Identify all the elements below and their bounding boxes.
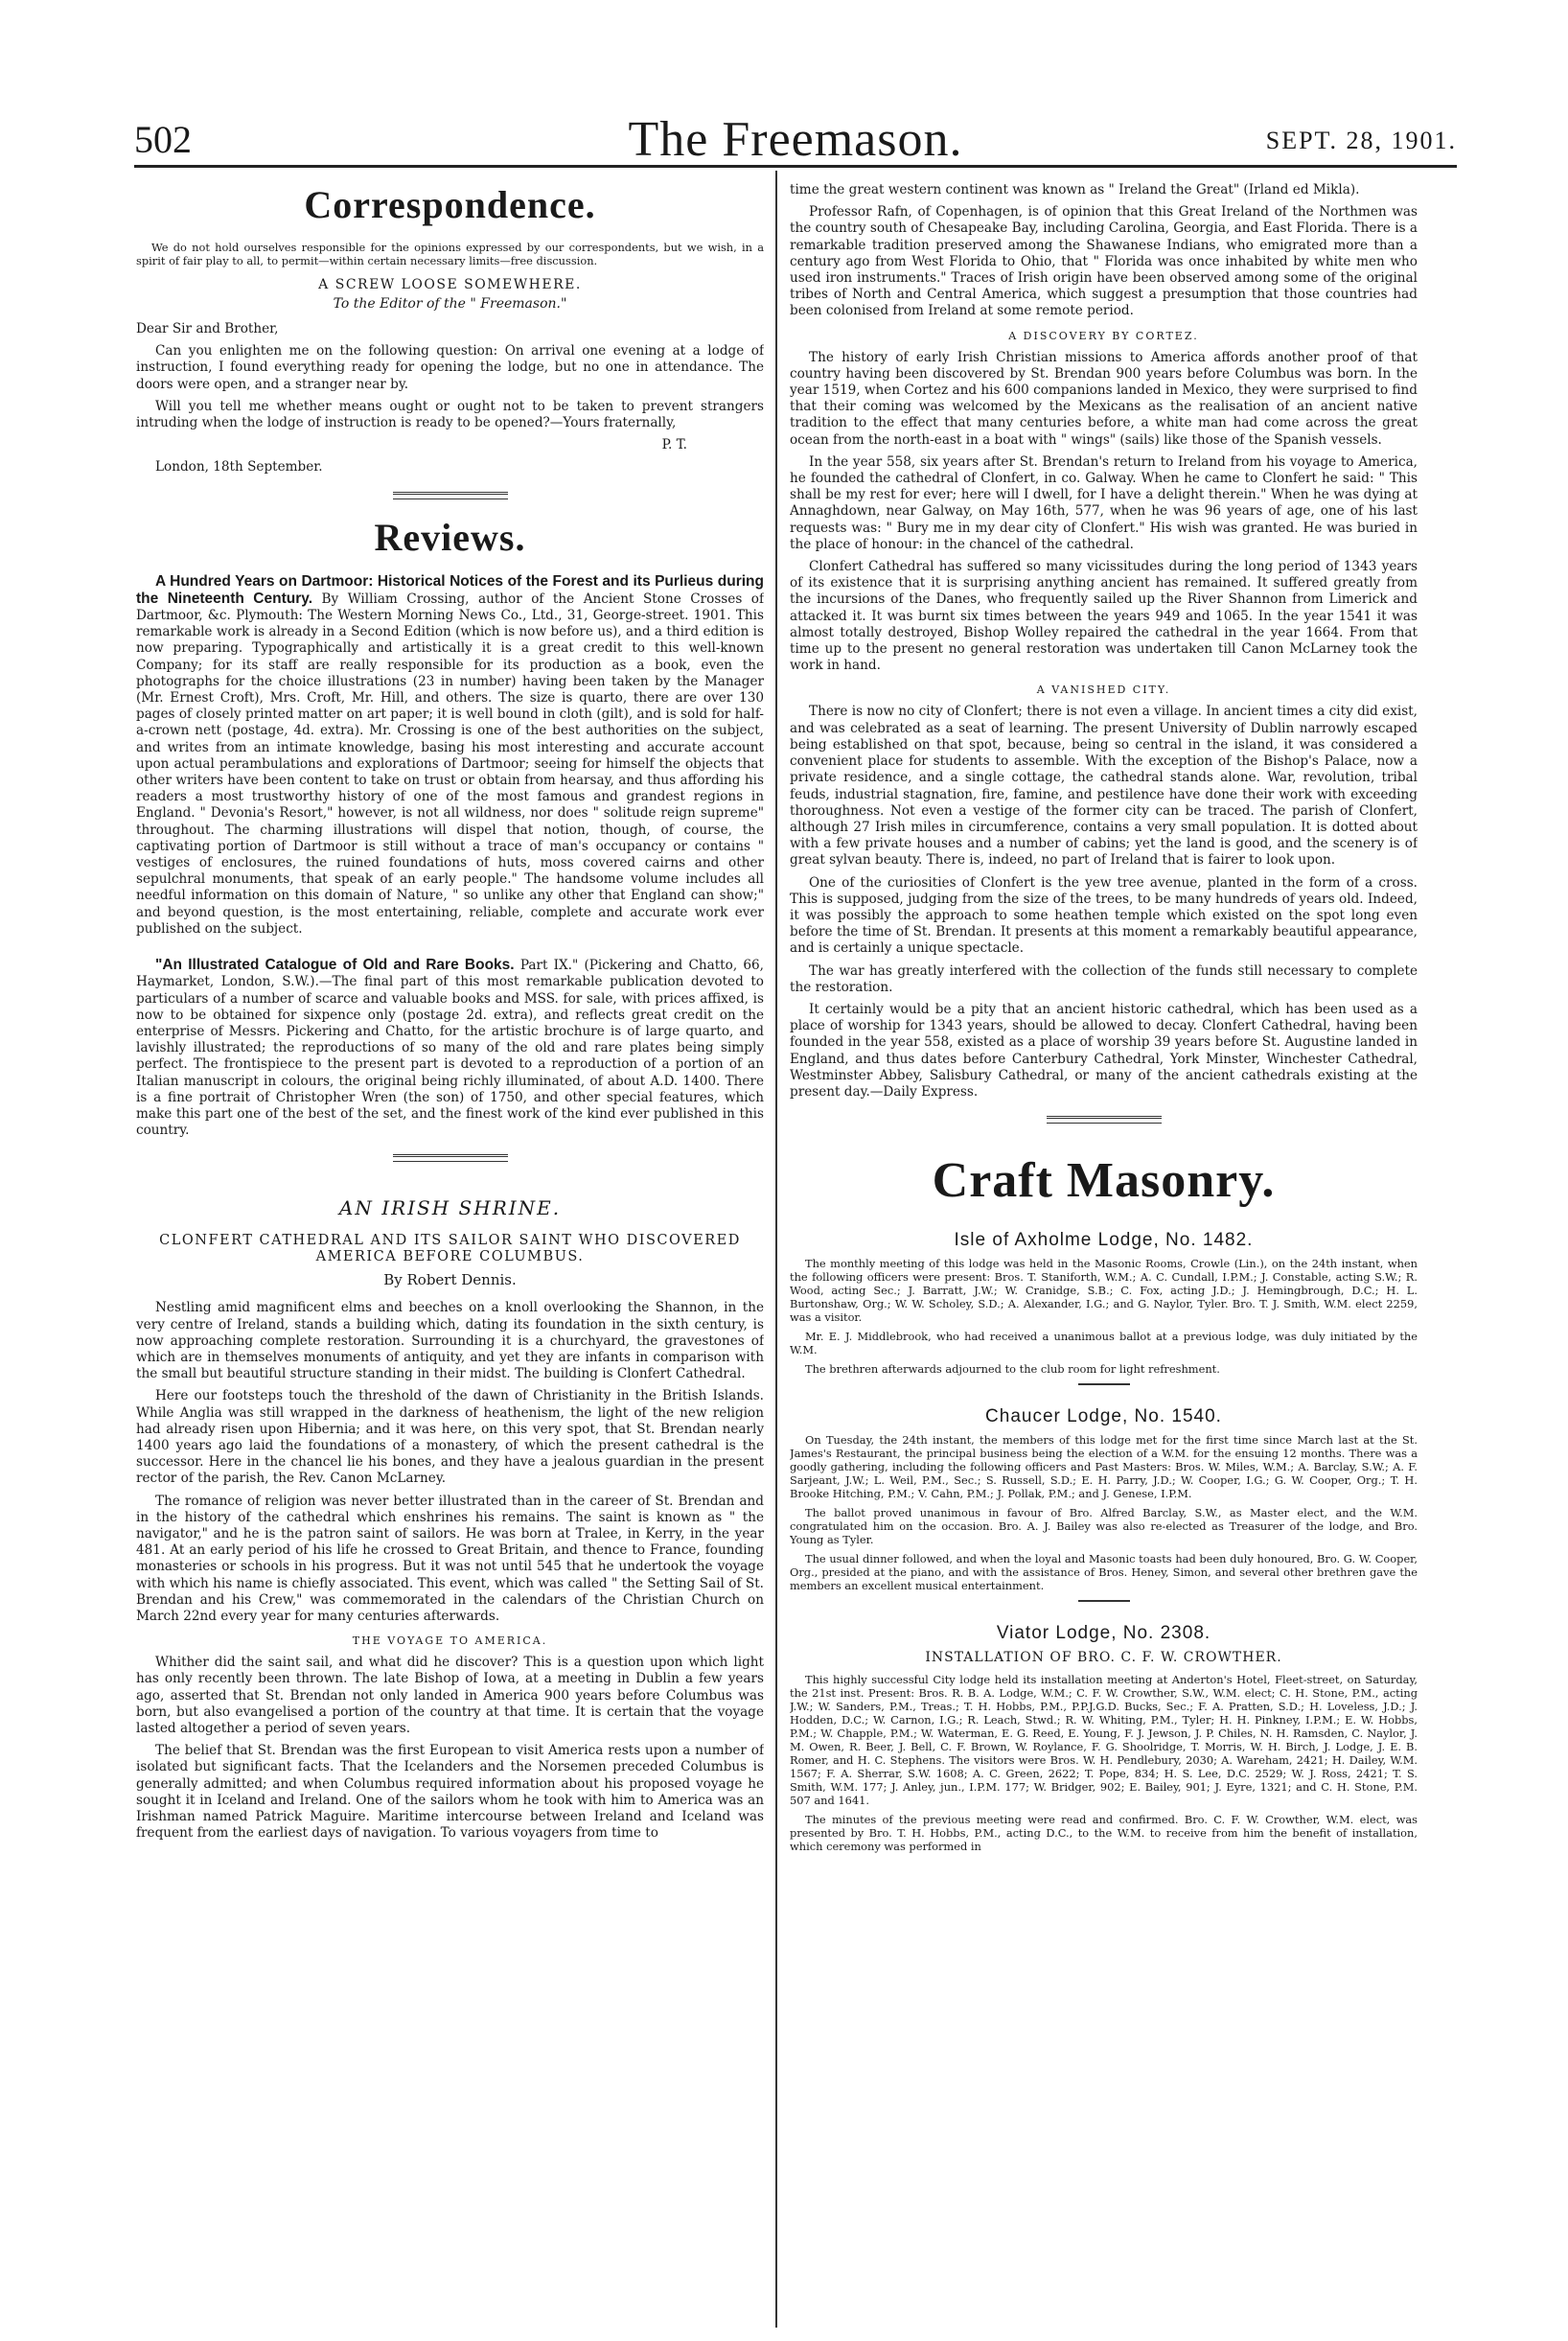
letter-title: A SCREW LOOSE SOMEWHERE. xyxy=(318,277,582,292)
article-byline: By Robert Dennis. xyxy=(383,1271,517,1289)
letter-signature: P. T. xyxy=(661,437,687,453)
review-title: "An Illustrated Catalogue of Old and Rare Books. xyxy=(155,957,515,974)
review-title: A Hundred Years on Dartmoor: Historical Notices of the Forest and its Purlieus during the Nineteenth Century. xyxy=(136,572,764,607)
column-divider xyxy=(775,171,777,2328)
article-paragraph: The history of early Irish Christian missions to America affords another proof of that country having been discovered by St. Brendan 900 years before Columbus was born. In the year 1519, when Cortez and his 600 companions landed in Mexico, they were surprised to find that their coming was welcomed by the Mexicans as the realisation of an ancient native tradition to the effect that many centuries before, a white man had come across the great ocean from the north-east in a boat with " wings" (sails) like those of the Spanish vessels. xyxy=(790,349,1418,448)
lodge-paragraph: The monthly meeting of this lodge was held in the Masonic Rooms, Crowle (Lin.), on the 24th instant, when the following officers were present: Bros. T. Staniforth, W.M.; A. C. Cundall, I.P.M.; J. Constable, acting S.W.; R. Wood, acting Sec.; J. Barratt, J.W.; W. Cranidge, S.B.; C. Fox, acting J.D.; J. Hemingbrough, D.C.; H. L. Burtonshaw, Org.; W. W. Scholey, S.D.; A. Alexander, I.G.; and G. Naylor, Tyler. Bro. T. J. Smith, W.M. elect 2259, was a visitor. xyxy=(790,1257,1418,1325)
article-paragraph: There is now no city of Clonfert; there is not even a village. In ancient times a city did exist, and was celebrated as a seat of learning. The present University of Dublin narrowly escaped being established on that spot, because, being so central in the island, it was considered a convenient place for students to assemble. With the exception of the Bishop's Palace, now a private residence, and a single cottage, the cathedral stands alone. War, revolution, tribal feuds, industrial stagnation, fire, famine, and pestilence have done their work with exceeding thoroughness. Not even a vestige of the former city can be traced. The parish of Clonfert, although 27 Irish miles in circumference, contains a very small population. It is dotted about with a few private houses and a number of cabins; yet the land is good, and the scenery is of great sylvan beauty. There is, indeed, no part of Ireland that is fairer to look upon. xyxy=(790,704,1418,869)
letter-addressee: To the Editor of the " Freemason." xyxy=(333,296,567,312)
article-paragraph: One of the curiosities of Clonfert is the yew tree avenue, planted in the form of a cross. This is supposed, judging from the size of the trees, to be many hundreds of years old. Indeed, it was possibly the approach to some heathen temple which existed on the spot long even before the time of St. Brendan. It presents at this moment a remarkably beautiful appearance, and is certainly a unique spectacle. xyxy=(790,874,1418,957)
masthead xyxy=(134,112,1457,167)
article-subhead: A DISCOVERY BY CORTEZ. xyxy=(1008,329,1199,342)
lodge-paragraph: On Tuesday, the 24th instant, the members of this lodge met for the first time since March last at the St. James's Restaurant, the principal business being the election of a W.M. for the ensuing 12 months. There was a goodly gathering, including the following officers and Past Masters: Bros. W. Miles, W.M.; A. Barclay, S.W.; A. F. Sarjeant, J.W.; L. Weil, P.M., Sec.; S. Russell, S.D.; E. H. Parry, J.D.; W. Cooper, I.G.; G. W. Cooper, Org.; T. H. Brooke Hitching, P.M.; V. Cahn, P.M.; J. Pollak, P.M.; and J. Genese, I.P.M. xyxy=(790,1433,1418,1501)
article-paragraph: It certainly would be a pity that an ancient historic cathedral, which has been used as a place of worship for 1343 years, should be allowed to decay. Clonfert Cathedral, having been founded in the year 558, existed as a place of worship 39 years before St. Augustine landed in England, and thus dates before Canterbury Cathedral, York Minster, Winchester Cathedral, Westminster Abbey, Salisbury Cathedral, or many of the ancient cathedrals existing at the present day.—Daily Express. xyxy=(790,1001,1418,1100)
craft-masonry-heading: Craft Masonry. xyxy=(932,1153,1276,1209)
article-paragraph: time the great western continent was known as " Ireland the Great" (Irland ed Mikla). xyxy=(790,182,1360,197)
correspondence-heading: Correspondence. xyxy=(304,183,596,226)
lodge-paragraph: The usual dinner followed, and when the loyal and Masonic toasts had been duly honoured, Bro. G. W. Cooper, Org., presided at the piano, and with the assistance of Bros. Heney, Simon, and several other brethren gave the members an excellent musical entertainment. xyxy=(790,1552,1418,1593)
article-paragraph: The belief that St. Brendan was the first European to visit America rests upon a number of isolated but significant facts. That the Icelanders and the Norsemen preceded Columbus is generally admitted; and when Columbus required information about his proposed voyage he sought it in Iceland and Ireland. One of the sailors whom he took with him to America was an Irishman named Patrick Maguire. Maritime intercourse between Ireland and Iceland was frequent from the earliest days of navigation. To various voyagers from time to xyxy=(136,1743,764,1842)
article-heading: AN IRISH SHRINE. xyxy=(338,1196,562,1220)
right-column xyxy=(790,182,1418,2320)
lodge-heading: Isle of Axholme Lodge, No. 1482. xyxy=(954,1230,1254,1251)
article-paragraph: Professor Rafn, of Copenhagen, is of opinion that this Great Ireland of the Northmen was the country south of Chesapeake Bay, including Carolina, Georgia, and East Florida. There is a remarkable tradition preserved among the Shawanese Indians, who emigrated more than a century ago from West Florida to Ohio, that " Florida was once inhabited by white men who used iron instruments." Traces of Irish origin have been observed among some of the original tribes of North and Central America, which suggest a presumption that those countries had been colonised from Ireland at some remote period. xyxy=(790,204,1418,319)
section-rule xyxy=(393,492,508,499)
issue-date: SEPT. 28, 1901. xyxy=(1265,127,1457,154)
letter-salutation: Dear Sir and Brother, xyxy=(136,321,279,336)
review-catalogue xyxy=(136,957,764,1139)
article-paragraph: In the year 558, six years after St. Brendan's return to Ireland from his voyage to America, he founded the cathedral of Clonfert, in co. Galway. When he came to Clonfert he said: " This shall be my rest for ever; here will I dwell, for I have a delight therein." When he was dying at Annaghdown, near Galway, on May 16th, 577, when he was 96 years of age, one of his last requests was: " Bury me in my dear city of Clonfert." His wish was granted. He was buried in the place of honour: in the chancel of the cathedral. xyxy=(790,453,1418,552)
article-subtitle: CLONFERT CATHEDRAL AND ITS SAILOR SAINT WHO DISCOVERED AMERICA BEFORE COLUMBUS. xyxy=(159,1233,741,1265)
lodge-paragraph: The minutes of the previous meeting were read and confirmed. Bro. C. F. W. Crowther, W.M. elect, was presented by Bro. T. H. Hobbs, P.M., acting D.C., to the W.M. to receive from him the benefit of installation, which ceremony was performed in xyxy=(790,1813,1418,1854)
lodge-paragraph: Mr. E. J. Middlebrook, who had received a unanimous ballot at a previous lodge, was duly initiated by the W.M. xyxy=(790,1330,1418,1357)
reviews-heading: Reviews. xyxy=(374,515,526,559)
masthead-rule xyxy=(134,165,1457,168)
letter-paragraph: Will you tell me whether means ought or ought not to be taken to prevent strangers intruding when the lodge of instruction is ready to be opened?—Yours fraternally, xyxy=(136,398,764,431)
review-dartmoor xyxy=(136,573,764,938)
lodge-paragraph: The ballot proved unanimous in favour of Bro. Alfred Barclay, S.W., as Master elect, and the W.M. congratulated him on the occasion. Bro. A. J. Bailey was also re-elected as Treasurer of the lodge, and Bro. Young as Tyler. xyxy=(790,1506,1418,1547)
article-paragraph: Nestling amid magnificent elms and beeches on a knoll overlooking the Shannon, in the very centre of Ireland, stands a building which, dating its foundation in the sixth century, is now approaching complete restoration. Surrounding it is a churchyard, the gravestones of which are in themselves monuments of antiquity, and yet they are infants in comparison with the small but beautiful structure standing in their midst. The building is Clonfert Cathedral. xyxy=(136,1300,764,1382)
section-rule xyxy=(1047,1116,1162,1124)
lodge-subheading: INSTALLATION OF BRO. C. F. W. CROWTHER. xyxy=(925,1650,1282,1666)
lodge-paragraph: The brethren afterwards adjourned to the club room for light refreshment. xyxy=(805,1362,1220,1377)
left-column xyxy=(136,182,764,2320)
article-paragraph: Here our footsteps touch the threshold of the dawn of Christianity in the British Islands. While Anglia was still wrapped in the darkness of heathenism, the light of the new religion had already risen upon Hibernia; and it was here, on this very spot, that St. Brendan nearly 1400 years ago laid the foundations of a monastery, of which the present cathedral is the successor. Here in the chancel lie his bones, and they have a jealous guardian in the present rector of the parish, the Rev. Canon McLarney. xyxy=(136,1388,764,1487)
correspondence-disclaimer: We do not hold ourselves responsible for the opinions expressed by our correspondents, but we wish, in a spirit of fair play to all, to permit—within certain necessary limits—free discussion. xyxy=(136,241,764,267)
article-paragraph: Whither did the saint sail, and what did he discover? This is a question upon which light has only recently been thrown. The late Bishop of Iowa, at a meeting in Dublin a few years ago, asserted that St. Brendan not only landed in America 900 years before Columbus was born, but also evangelised a portion of the country at that time. It is certain that the voyage lasted altogether a period of seven years. xyxy=(136,1655,764,1736)
lodge-rule xyxy=(1078,1383,1130,1385)
article-paragraph: Clonfert Cathedral has suffered so many vicissitudes during the long period of 1343 years of its existence that it is surprising anything ancient has remained. It suffered greatly from the incursions of the Danes, who frequently sailed up the River Shannon from Limerick and attacked it. It was burnt six times between the years 949 and 1065. In the year 1541 it was almost totally destroyed, Bishop Wolley repaired the cathedral in the year 1664. From that time up to the present no general restoration was undertaken till Canon McLarney took the work in hand. xyxy=(790,559,1418,674)
lodge-heading: Viator Lodge, No. 2308. xyxy=(996,1623,1211,1644)
newspaper-title: The Freemason. xyxy=(628,112,963,167)
article-paragraph: The romance of religion was never better illustrated than in the career of St. Brendan and in the history of the cathedral which enshrines his remains. The saint is known as " the navigator," and he is the patron saint of sailors. He was born at Tralee, in Kerry, in the year 481. At an early period of his life he crossed to Great Britain, and thence to France, founding monasteries or schools in his progress. But it was not until 545 that he undertook the voyage with which his name is chiefly associated. This event, which was called " the Setting Sail of St. Brendan and his Crew," was commemorated in the calendars of the Christian Church on March 22nd every year for many centuries afterwards. xyxy=(136,1493,764,1624)
review-body: Part IX." (Pickering and Chatto, 66, Haymarket, London, S.W.).—The final part of this most remarkable publication devoted to particulars of a number of scarce and valuable books and MSS. for sale, with prices affixed, is now to be obtained for sixpence only (postage 2d. extra), and reflects great credit on the enterprise of Messrs. Pickering and Chatto, for the artistic brochure is of large quarto, and lavishly illustrated; the reproductions of so many of the old and rare plates being simply perfect. The frontispiece to the present part is devoted to a reproduction of a portion of an Italian manuscript in colours, the original being richly illuminated, of about A.D. 1400. There is a fine portrait of Christopher Wren (the son) of 1750, and other special features, which make this part one of the best of the set, and the finest work of the kind ever published in this country. xyxy=(136,958,764,1139)
lodge-rule xyxy=(1078,1600,1130,1602)
section-rule xyxy=(393,1154,508,1162)
article-subhead: A VANISHED CITY. xyxy=(1036,684,1171,697)
article-paragraph: The war has greatly interfered with the collection of the funds still necessary to complete the restoration. xyxy=(790,962,1418,995)
letter-paragraph: Can you enlighten me on the following question: On arrival one evening at a lodge of instruction, I found everything ready for opening the lodge, but no one in attendance. The doors were open, and a stranger near by. xyxy=(136,343,764,392)
letter-place-date: London, 18th September. xyxy=(155,459,323,475)
lodge-paragraph: This highly successful City lodge held its installation meeting at Anderton's Hotel, Fleet-street, on Saturday, the 21st inst. Present: Bros. R. B. A. Lodge, W.M.; C. F. W. Crowther, S.W., W.M. elect; C. H. Stone, P.M., acting J.W.; W. Sanders, P.M., Treas.; T. H. Hobbs, P.M., P.P.J.G.D. Bucks, Sec.; F. A. Pratten, S.D.; H. Loveless, J.D.; J. Hodden, D.C.; W. Carnon, I.G.; R. Leach, Stwd.; R. W. Whiting, P.M., Tyler; H. H. Pinkney, I.P.M.; E. W. Hobbs, P.M.; W. Chapple, P.M.; W. Waterman, E. G. Reed, E. Young, F. J. Jewson, J. P. Chiles, N. H. Ramsden, C. Naylor, J. M. Owen, R. Beer, J. Bell, C. F. Brown, W. Roylance, F. G. Shoolridge, T. Morris, W. H. Birch, J. Lodge, J. E. B. Romer, and H. C. Stephens. The visitors were Bros. W. H. Pendlebury, 2030; A. Wareham, 2421; H. Dailey, W.M. 1567; F. A. Sherrar, S.W. 1608; A. C. Green, 2622; T. Pope, 834; H. S. Lee, D.C. 2529; W. J. Ross, 2421; T. S. Smith, W.M. 177; J. Anley, jun., I.P.M. 177; W. Bridger, 902; E. Bailey, 901; J. Eyre, 1321; and C. H. Stone, P.M. 507 and 1641. xyxy=(790,1673,1418,1808)
page-number: 502 xyxy=(134,118,192,161)
article-subhead: THE VOYAGE TO AMERICA. xyxy=(352,1634,548,1648)
lodge-heading: Chaucer Lodge, No. 1540. xyxy=(985,1406,1222,1427)
review-body: By William Crossing, author of the Ancient Stone Crosses of Dartmoor, &c. Plymouth: The Western Morning News Co., Ltd., 31, George-street. 1901. This remarkable work is already in a Second Edition (which is now before us), and a third edition is now preparing. Typographically and artistically it is a great credit to this well-known Company; for its staff are really responsible for its production as a book, even the photographs for the choice illustrations (23 in number) having been taken by the Manager (Mr. Ernest Croft), Mrs. Croft, Mr. Hill, and others. The size is quarto, there are over 130 pages of closely printed matter on art paper; it is well bound in cloth (gilt), and is sold for half-a-crown nett (postage, 4d. extra). Mr. Crossing is one of the best authorities on the subject, and writes from an intimate knowledge, basing his most interesting and accurate account upon actual perambulations and explorations of Dartmoor; seeing for himself the objects that other writers have been content to take on trust or obtain from hearsay, and thus affording his readers a most trustworthy history of one of the most famous and grandest regions in England. " Devonia's Resort," however, is not all wildness, nor does " solitude reign supreme" throughout. The charming illustrations will dispel that notion, though, of course, the captivating portion of Dartmoor is still without a trace of man's occupancy or contains " vestiges of enclosures, the ruined foundations of huts, moss covered cairns and other sepulchral monuments, that speak of an early people." The handsome volume includes all needful information on this domain of Nature, " so unlike any other that England can show;" and beyond question, is the most entertaining, reliable, complete and accurate work ever published on the subject. xyxy=(136,591,764,937)
